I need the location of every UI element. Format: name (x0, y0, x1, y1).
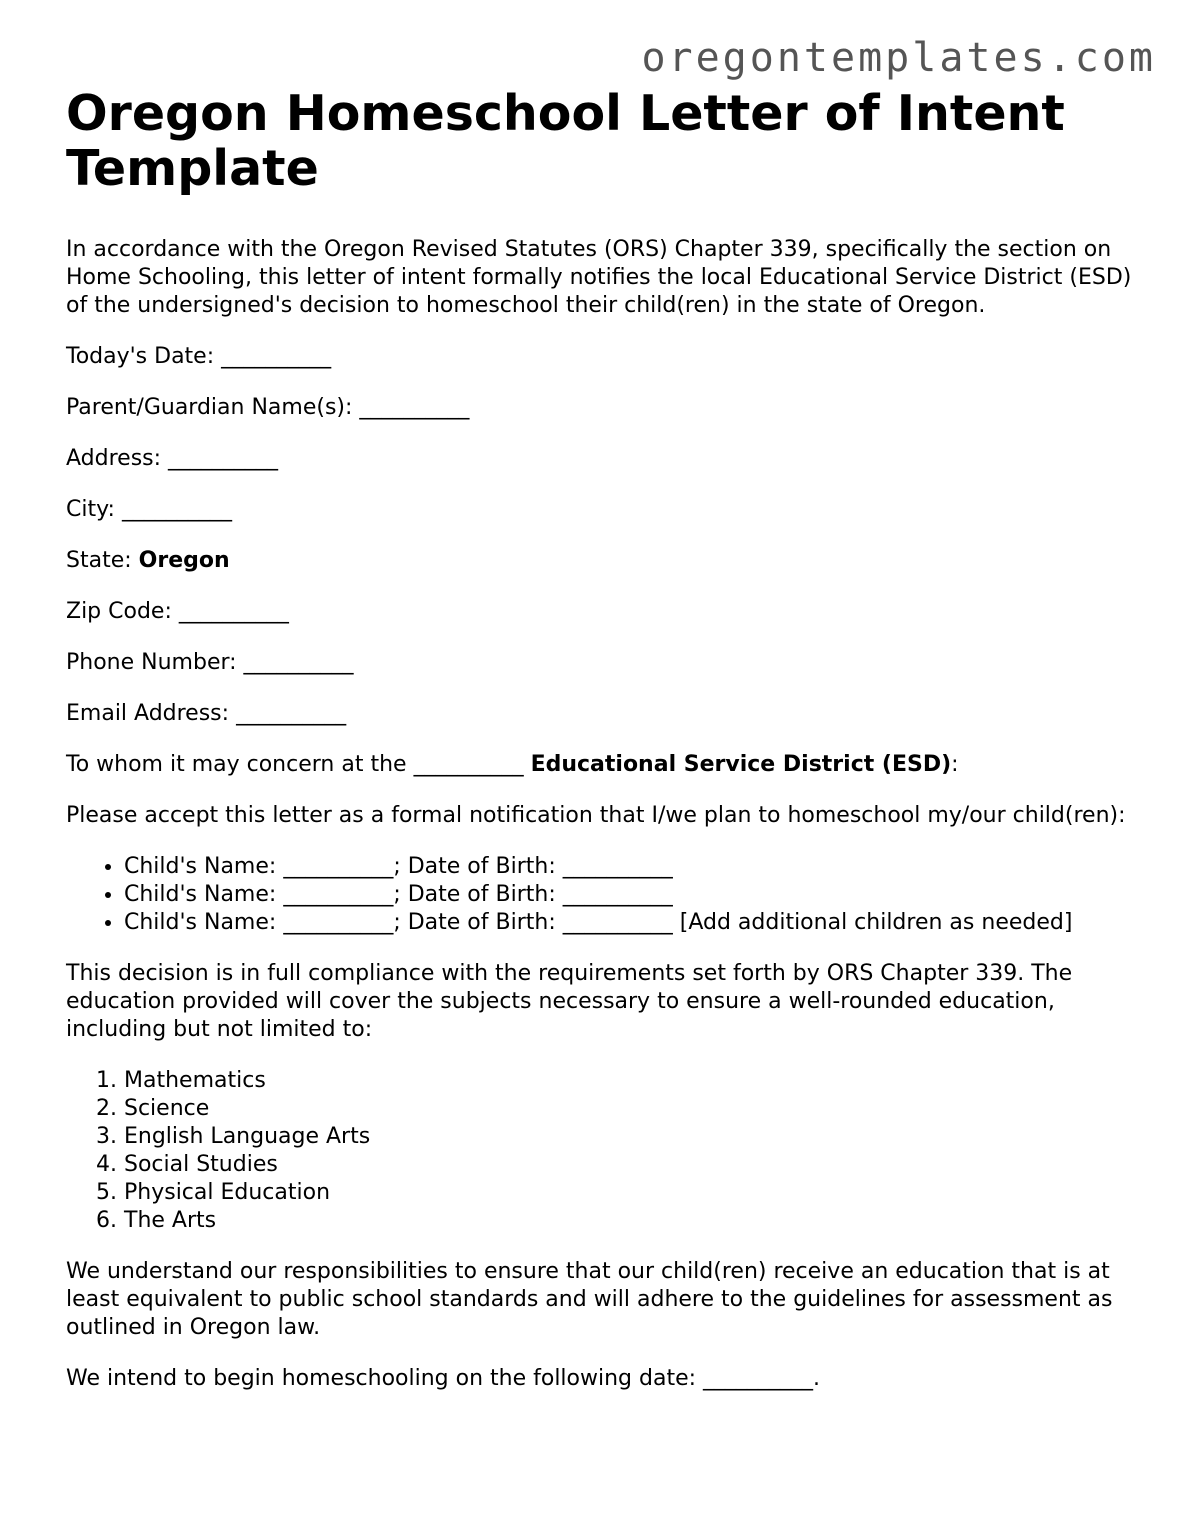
watermark: oregontemplates.com (641, 35, 1156, 81)
blank-line: __________ (221, 344, 332, 369)
start-date-line: We intend to begin homeschooling on the following date: __________. (66, 1366, 821, 1391)
field-zip: Zip Code: __________ (66, 599, 289, 624)
add-children-note: [Add additional children as needed] (679, 910, 1073, 935)
list-item: 6. The Arts (124, 1207, 1136, 1235)
notification-paragraph: Please accept this letter as a formal notification that I/we plan to homeschool my/our child(ren): (66, 803, 1126, 828)
field-parent-names: Parent/Guardian Name(s): __________ (66, 395, 470, 420)
field-address: Address: __________ (66, 446, 279, 471)
list-item: 1. Mathematics (124, 1067, 1136, 1095)
list-item: • Child's Name: __________; Date of Birth: __________ (124, 881, 1136, 909)
compliance-paragraph: This decision is in full compliance with the requirements set forth by ORS Chapter 339. The education provided will cover the subjects necessary to ensure a well-rounded education, including but not limited to: (66, 961, 1073, 1042)
field-todays-date: Today's Date: __________ (66, 344, 332, 369)
list-item: • Child's Name: __________; Date of Birth: __________ (124, 853, 1136, 881)
state-value: Oregon (138, 548, 230, 573)
page-title: Oregon Homeschool Letter of Intent Template (66, 85, 1065, 197)
list-item: 4. Social Studies (124, 1151, 1136, 1179)
salutation: To whom it may concern at the __________ Educational Service District (ESD): (66, 752, 959, 777)
blank-line: __________ (359, 395, 470, 420)
field-email: Email Address: __________ (66, 701, 347, 726)
blank-line: __________ (178, 599, 289, 624)
children-list (66, 853, 1136, 937)
blank-line: __________ (243, 650, 354, 675)
esd-name: Educational Service District (ESD) (530, 752, 952, 777)
blank-line: __________ (236, 701, 347, 726)
subjects-list (66, 1067, 1136, 1235)
list-item: 5. Physical Education (124, 1179, 1136, 1207)
document-body (66, 86, 1136, 1393)
list-item: 2. Science (124, 1095, 1136, 1123)
blank-line: __________ (121, 497, 232, 522)
list-item: • Child's Name: __________; Date of Birth: __________ [Add additional children as needed] (124, 909, 1136, 937)
field-phone: Phone Number: __________ (66, 650, 354, 675)
intro-paragraph: In accordance with the Oregon Revised Statutes (ORS) Chapter 339, specifically the section on Home Schooling, this letter of intent formally notifies the local Educational Service District (ESD) of the undersigned's decision to homeschool their child(ren) in the state of Oregon. (66, 237, 1132, 318)
responsibility-paragraph: We understand our responsibilities to ensure that our child(ren) receive an education that is at least equivalent to public school standards and will adhere to the guidelines for assessment as outlined in Oregon law. (66, 1259, 1113, 1340)
field-city: City: __________ (66, 497, 232, 522)
list-item: 3. English Language Arts (124, 1123, 1136, 1151)
blank-line: __________ (168, 446, 279, 471)
field-state: State: Oregon (66, 548, 230, 573)
